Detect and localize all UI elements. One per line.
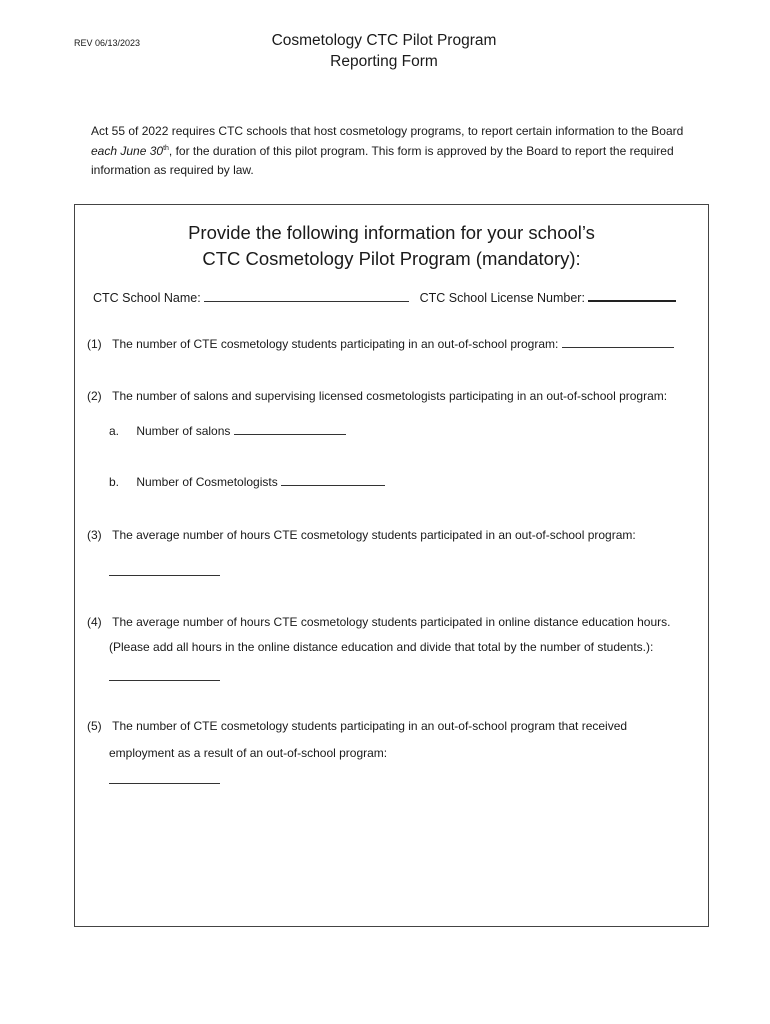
title-line-1: Cosmetology CTC Pilot Program (271, 32, 497, 49)
school-name-field[interactable] (204, 291, 409, 302)
question-5 (87, 719, 627, 733)
question-3-answer (109, 565, 220, 579)
intro-superscript: th (163, 144, 169, 152)
question-2 (87, 389, 667, 403)
question-2-number: (2) (87, 389, 102, 403)
salons-count-field[interactable] (234, 424, 346, 435)
title-line-2: Reporting Form (330, 53, 438, 70)
question-4-line-2: (Please add all hours in the online distance education and divide that total by the number of students.): (109, 640, 654, 654)
sub-item-a (109, 424, 346, 438)
sub-item-b-letter: b. (109, 475, 120, 489)
question-5-answer (109, 773, 220, 787)
intro-paragraph (91, 122, 701, 181)
revision-date: REV 06/13/2023 (74, 38, 141, 48)
sub-item-a-label: Number of salons (136, 424, 231, 438)
question-1 (87, 337, 674, 351)
license-number-label: CTC School License Number: (419, 291, 585, 305)
form-heading-line-2: CTC Cosmetology Pilot Program (mandatory): (202, 248, 581, 269)
question-4-answer (109, 670, 220, 684)
sub-item-b (109, 475, 385, 489)
question-4 (87, 615, 670, 629)
intro-emphasis: each June 30 (91, 143, 164, 158)
question-2-text: The number of salons and supervising licensed cosmetologists participating in an out-of-school program: (112, 389, 668, 403)
license-number-field[interactable] (588, 290, 676, 302)
question-4-text: The average number of hours CTE cosmetology students participated in online distance education hours. (112, 615, 671, 629)
question-3 (87, 528, 636, 542)
question-1-text: The number of CTE cosmetology students participating in an out-of-school program: (112, 337, 559, 351)
question-4-field[interactable] (109, 670, 220, 681)
cosmetologists-count-field[interactable] (281, 475, 385, 486)
form-heading-line-1: Provide the following information for your school’s (188, 222, 595, 243)
question-1-field[interactable] (562, 337, 674, 348)
document-title (0, 30, 770, 72)
question-3-text: The average number of hours CTE cosmetology students participated in an out-of-school program: (112, 528, 636, 542)
question-5-number: (5) (87, 719, 102, 733)
question-4-number: (4) (87, 615, 102, 629)
sub-item-b-label: Number of Cosmetologists (136, 475, 278, 489)
sub-item-a-letter: a. (109, 424, 120, 438)
question-3-field[interactable] (109, 565, 220, 576)
question-3-number: (3) (87, 528, 102, 542)
question-5-line-2: employment as a result of an out-of-school program: (109, 746, 388, 760)
school-info-row (93, 290, 676, 305)
intro-text-2: , for the duration of this pilot program. This form is approved by the Board to report the required information as required by law. (91, 143, 674, 177)
intro-text-1: Act 55 of 2022 requires CTC schools that host cosmetology programs, to report certain information to the Board (91, 124, 684, 138)
question-5-text: The number of CTE cosmetology students participating in an out-of-school program that received (112, 719, 628, 733)
form-heading (74, 220, 709, 272)
question-5-field[interactable] (109, 773, 220, 784)
school-name-label: CTC School Name: (93, 291, 201, 305)
question-1-number: (1) (87, 337, 102, 351)
